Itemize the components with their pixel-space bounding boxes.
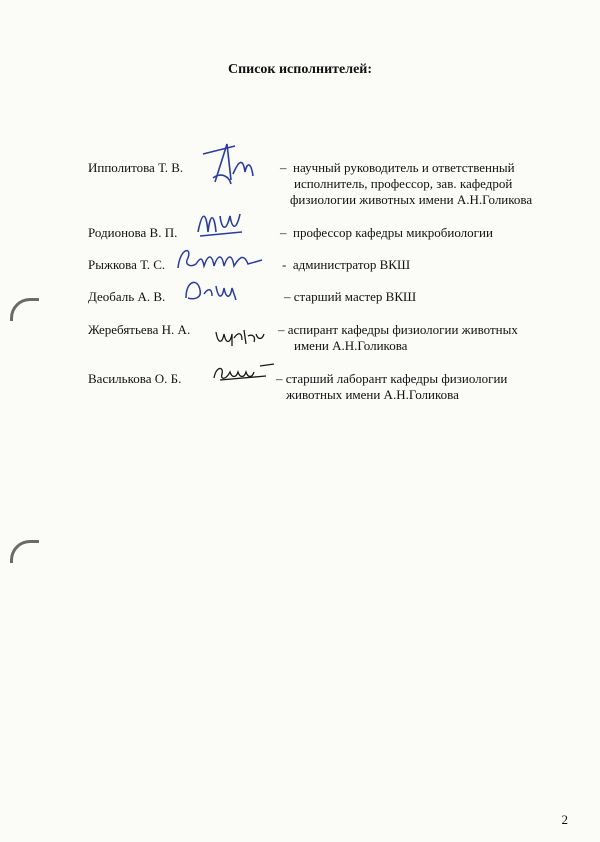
performer-name: Ипполитова Т. В. <box>88 160 184 175</box>
performer-name: Деобаль А. В. <box>88 289 166 304</box>
page-number: 2 <box>561 812 568 827</box>
page-title: Список исполнителей: <box>227 62 373 77</box>
signature <box>210 358 280 386</box>
signature <box>192 202 252 242</box>
performer-role: – научный руководитель и ответственный исполнитель, профессор, зав. кафедрой физиологии животных имени А.Н.Голикова <box>280 160 533 207</box>
punch-hole-top <box>10 298 39 321</box>
signature <box>172 240 272 276</box>
performer-role: – старший мастер ВКШ <box>284 289 417 304</box>
performer-role: – старший лаборант кафедры физиологии животных имени А.Н.Голикова <box>276 371 508 402</box>
performer-name: Василькова О. Б. <box>88 371 182 386</box>
performer-name: Жеребятьева Н. А. <box>88 322 191 337</box>
signature <box>195 132 265 192</box>
performer-role: - администратор ВКШ <box>282 257 411 272</box>
performer-name: Родионова В. П. <box>88 225 178 240</box>
punch-hole-bottom <box>10 540 39 563</box>
performer-role: – аспирант кафедры физиологии животных имени А.Н.Голикова <box>278 322 518 353</box>
signature <box>212 322 272 350</box>
signature <box>180 272 250 306</box>
performer-role: – профессор кафедры микробиологии <box>280 225 493 240</box>
performer-name: Рыжкова Т. С. <box>88 257 166 272</box>
